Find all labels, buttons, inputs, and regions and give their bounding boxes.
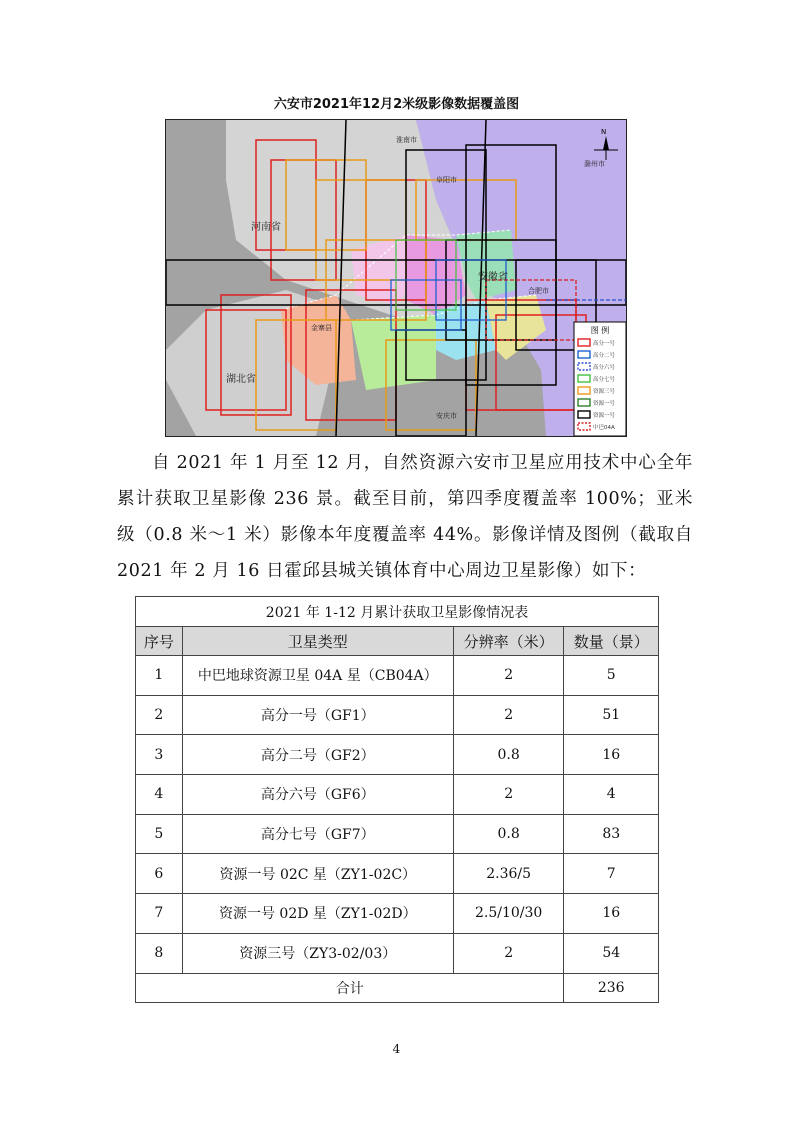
table-total-row <box>136 973 659 1002</box>
legend-label: 资源三号 <box>593 389 616 395</box>
coverage-map <box>165 119 627 437</box>
cell-count: 16 <box>564 735 659 775</box>
legend-label: 高分六号 <box>593 365 616 371</box>
legend-label: 高分七号 <box>593 377 616 383</box>
cell-resolution: 0.8 <box>453 814 564 854</box>
cell-index: 6 <box>136 854 183 894</box>
cell-count: 54 <box>564 933 659 973</box>
coverage-map-canvas <box>166 120 626 436</box>
cell-index: 3 <box>136 735 183 775</box>
total-value: 236 <box>564 973 659 1002</box>
table-row <box>136 854 659 894</box>
legend-label: 中巴04A <box>593 425 615 431</box>
cell-satellite: 高分二号（GF2） <box>182 735 453 775</box>
legend-label: 高分二号 <box>593 353 616 359</box>
cell-resolution: 2.36/5 <box>453 854 564 894</box>
label-chuzhou: 滁州市 <box>584 160 605 168</box>
table-row <box>136 775 659 815</box>
county-huoshan <box>351 315 436 390</box>
table-row <box>136 814 659 854</box>
legend-label: 资源一号 <box>593 401 616 407</box>
cell-count: 51 <box>564 695 659 735</box>
cell-count: 83 <box>564 814 659 854</box>
table-row <box>136 695 659 735</box>
table-caption: 2021 年 1-12 月累计获取卫星影像情况表 <box>136 597 659 627</box>
cell-count: 4 <box>564 775 659 815</box>
cell-satellite: 资源一号 02D 星（ZY1-02D） <box>182 894 453 934</box>
summary-paragraph <box>117 445 693 589</box>
cell-index: 4 <box>136 775 183 815</box>
map-title: 六安市2021年12月2米级影像数据覆盖图 <box>273 97 520 112</box>
table-row <box>136 656 659 696</box>
cell-index: 5 <box>136 814 183 854</box>
label-anhui: 安徽省 <box>478 272 508 283</box>
legend-label: 高分一号 <box>593 341 616 347</box>
label-fuyang: 阜阳市 <box>436 176 457 184</box>
cell-count: 7 <box>564 854 659 894</box>
page-number: 4 <box>392 1042 401 1056</box>
map-legend <box>574 322 626 436</box>
satellite-stats-table <box>135 596 659 1003</box>
table-row <box>136 735 659 775</box>
label-henan: 河南省 <box>251 222 281 233</box>
cell-satellite: 高分六号（GF6） <box>182 775 453 815</box>
cell-resolution: 2 <box>453 695 564 735</box>
cell-index: 2 <box>136 695 183 735</box>
table-row <box>136 894 659 934</box>
header-satellite: 卫星类型 <box>182 627 453 656</box>
header-index: 序号 <box>136 627 183 656</box>
north-label: N <box>601 128 607 136</box>
cell-index: 8 <box>136 933 183 973</box>
label-huainan: 淮南市 <box>396 136 417 144</box>
cell-resolution: 2 <box>453 656 564 696</box>
label-anqing: 安庆市 <box>436 412 457 420</box>
label-jinzhai: 金寨县 <box>311 324 332 332</box>
label-hubei: 湖北省 <box>226 374 256 385</box>
cell-resolution: 0.8 <box>453 735 564 775</box>
cell-index: 1 <box>136 656 183 696</box>
cell-index: 7 <box>136 894 183 934</box>
cell-count: 5 <box>564 656 659 696</box>
header-count: 数量（景） <box>564 627 659 656</box>
cell-satellite: 资源一号 02C 星（ZY1-02C） <box>182 854 453 894</box>
cell-satellite: 资源三号（ZY3-02/03） <box>182 933 453 973</box>
cell-resolution: 2.5/10/30 <box>453 894 564 934</box>
header-resolution: 分辨率（米） <box>453 627 564 656</box>
cell-count: 16 <box>564 894 659 934</box>
cell-resolution: 2 <box>453 933 564 973</box>
cell-satellite: 高分七号（GF7） <box>182 814 453 854</box>
legend-title: 图 例 <box>590 326 610 335</box>
summary-text: 自 2021 年 1 月至 12 月，自然资源六安市卫星应用技术中心全年累计获取卫星影像 236 景。截至目前，第四季度覆盖率 100%；亚米级（0.8 米～1 米）影像本年度覆盖率 44%。影像详情及图例（截取自 2021 年 2 月 16 日霍邱县城关镇体育中心周边卫星影像）如下： <box>117 453 693 581</box>
cell-satellite: 高分一号（GF1） <box>182 695 453 735</box>
cell-satellite: 中巴地球资源卫星 04A 星（CB04A） <box>182 656 453 696</box>
total-label: 合计 <box>136 973 564 1002</box>
label-hefei: 合肥市 <box>528 287 549 295</box>
legend-label: 资源一号 <box>593 413 616 419</box>
cell-resolution: 2 <box>453 775 564 815</box>
table-row <box>136 933 659 973</box>
